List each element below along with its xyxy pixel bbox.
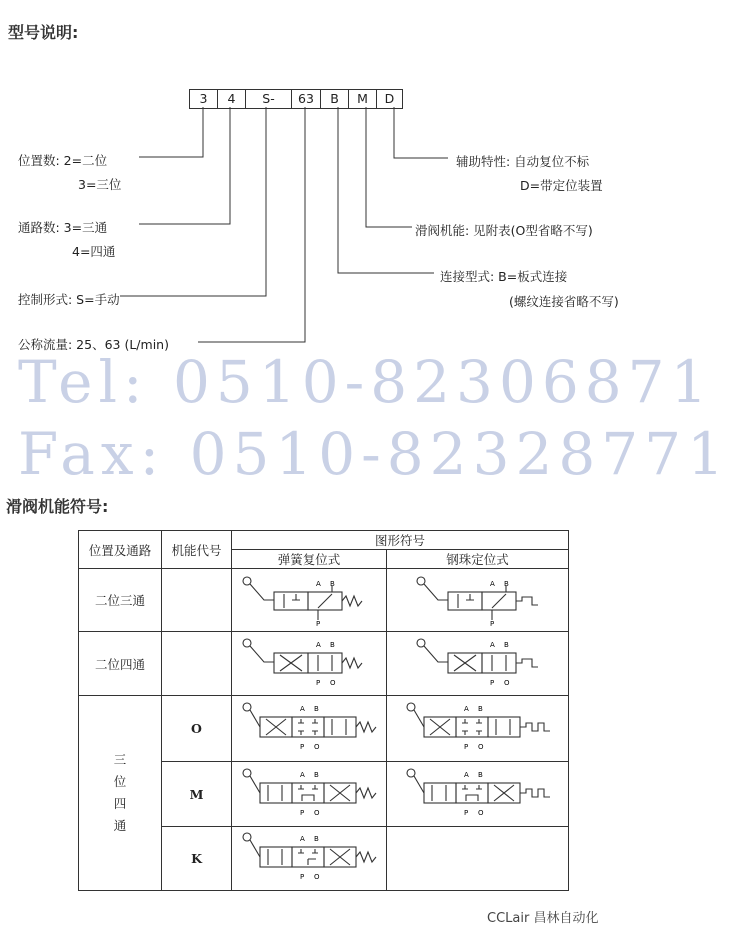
- port-label: B: [330, 641, 335, 649]
- row-label-3pos4way: [79, 696, 162, 891]
- table-row: [79, 632, 569, 696]
- port-label: A: [300, 835, 305, 843]
- port-label: B: [503, 641, 509, 649]
- row-label-3pos4way-text: 三位四通: [113, 752, 127, 833]
- port-label: A: [489, 579, 495, 588]
- header-position-paths: 位置及通路: [79, 531, 162, 569]
- code-cell-position: 3: [190, 90, 218, 108]
- label-paths-3: 通路数: 3=三通: [18, 220, 108, 235]
- port-label: A: [300, 770, 305, 779]
- header-function-code: 机能代号: [162, 531, 232, 569]
- symbol-cell: [387, 569, 569, 632]
- port-label: O: [477, 808, 484, 817]
- port-label: O: [330, 679, 336, 687]
- symbol-cell: [387, 696, 569, 762]
- port-label: B: [503, 579, 509, 588]
- port-label: B: [314, 770, 319, 779]
- port-label: P: [489, 619, 494, 628]
- label-position-3: 3=三位: [78, 177, 122, 192]
- code-cell-connection: B: [321, 90, 349, 108]
- code-cell-control: S-: [246, 90, 292, 108]
- symbol-cell: [232, 696, 387, 762]
- watermark-tel: Tel: 0510-82306871: [18, 348, 714, 416]
- label-aux-d: D=带定位装置: [520, 178, 603, 193]
- label-paths-4: 4=四通: [72, 244, 116, 259]
- valve-symbol-k-spring: [234, 827, 384, 887]
- row-code-empty: [162, 632, 232, 696]
- table-row: [79, 696, 569, 762]
- port-label: P: [300, 743, 305, 751]
- code-k: K: [162, 827, 232, 891]
- code-cell-flow: 63: [292, 90, 321, 108]
- header-detent: 钢珠定位式: [387, 550, 569, 569]
- label-function: 滑阀机能: 见附表(O型省略不写): [415, 223, 593, 238]
- port-label: A: [316, 641, 321, 649]
- port-label: P: [489, 679, 494, 687]
- code-m: M: [162, 762, 232, 827]
- port-label: P: [463, 808, 468, 817]
- port-label: A: [463, 770, 469, 779]
- valve-symbol-o-spring: [234, 697, 384, 757]
- valve-symbol-2pos4way-spring: [234, 633, 384, 691]
- port-label: B: [477, 770, 483, 779]
- section-title-functions: 滑阀机能符号:: [6, 497, 109, 516]
- code-cell-function: M: [349, 90, 377, 108]
- symbol-cell: [232, 827, 387, 891]
- header-spring-return: 弹簧复位式: [232, 550, 387, 569]
- port-label: A: [463, 705, 469, 713]
- port-label: A: [489, 641, 495, 649]
- port-label: O: [503, 679, 510, 687]
- valve-symbol-m-spring: [234, 763, 384, 823]
- port-label: A: [300, 705, 305, 713]
- row-code-empty: [162, 569, 232, 632]
- function-symbol-table: [78, 530, 569, 891]
- footer-brand: CCLair 昌林自动化: [487, 911, 599, 926]
- symbol-cell: [232, 632, 387, 696]
- symbol-cell: [232, 762, 387, 827]
- label-position-2: 位置数: 2=二位: [18, 153, 108, 168]
- header-symbols: 图形符号: [232, 531, 569, 550]
- row-label-2pos3way: 二位三通: [79, 569, 162, 632]
- page-title: 型号说明:: [8, 23, 79, 42]
- label-connection-note: (螺纹连接省略不写): [509, 294, 619, 309]
- code-cell-paths: 4: [218, 90, 246, 108]
- port-label: P: [463, 743, 468, 751]
- port-label: P: [316, 679, 321, 687]
- valve-symbol-2pos4way-detent: [393, 633, 563, 691]
- code-o: O: [162, 696, 232, 762]
- port-label: O: [314, 743, 320, 751]
- valve-symbol-2pos3way-detent: [393, 570, 563, 628]
- label-flow: 公称流量: 25、63 (L/min): [18, 337, 169, 352]
- port-label: O: [314, 873, 320, 881]
- port-label: B: [314, 705, 319, 713]
- port-label: B: [330, 579, 335, 588]
- valve-symbol-m-detent: [393, 763, 563, 823]
- code-cell-aux: D: [384, 91, 395, 106]
- port-label: B: [477, 705, 483, 713]
- symbol-cell: [387, 762, 569, 827]
- table-row: [79, 569, 569, 632]
- symbol-cell: [387, 632, 569, 696]
- port-label: O: [477, 743, 484, 751]
- valve-symbol-o-detent: [393, 697, 563, 757]
- row-label-2pos4way: 二位四通: [79, 632, 162, 696]
- valve-symbol-2pos3way-spring: [234, 570, 384, 628]
- label-connection: 连接型式: B=板式连接: [440, 269, 568, 284]
- port-label: A: [316, 579, 321, 588]
- label-control: 控制形式: S=手动: [18, 292, 120, 307]
- port-label: O: [314, 808, 320, 817]
- port-label: P: [300, 808, 305, 817]
- port-label: P: [316, 619, 321, 628]
- port-label: P: [300, 873, 305, 881]
- port-label: B: [314, 835, 319, 843]
- label-aux: 辅助特性: 自动复位不标: [456, 154, 590, 169]
- watermark-fax: Fax: 0510-82328771: [18, 420, 730, 488]
- symbol-cell: [232, 569, 387, 632]
- symbol-cell-empty: [387, 827, 569, 891]
